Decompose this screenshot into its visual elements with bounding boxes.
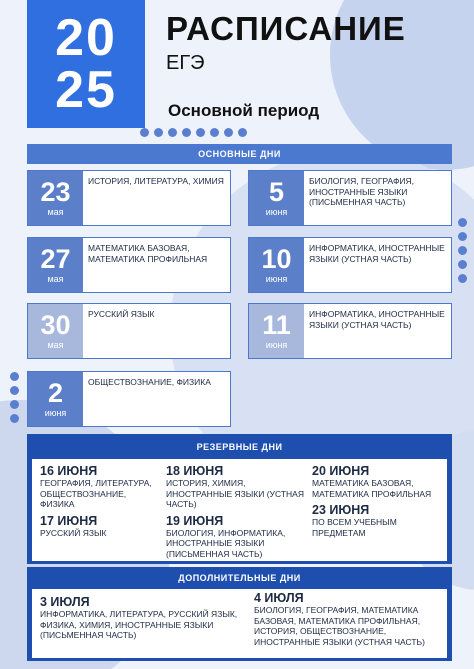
reserve-column [40, 464, 158, 542]
exam-card [27, 170, 231, 226]
exam-month: июня [265, 273, 288, 284]
exam-subjects: МАТЕМАТИКА БАЗОВАЯ, МАТЕМАТИКА ПРОФИЛЬНАЯ [88, 243, 208, 264]
reserve-date: 18 ИЮНЯ [166, 464, 224, 478]
year-line: 20 [55, 9, 117, 67]
date-box [249, 238, 304, 292]
date-box [249, 171, 304, 225]
exam-card [27, 371, 231, 427]
decor-dots [10, 372, 19, 423]
exam-subjects: ИСТОРИЯ, ЛИТЕРАТУРА, ХИМИЯ [88, 176, 224, 186]
additional-subjects: ИНФОРМАТИКА, ЛИТЕРАТУРА, РУССКИЙ ЯЗЫК, ФИЗИКА, ХИМИЯ, ИНОСТРАННЫЕ ЯЗЫКИ (ПИСЬМЕННАЯ ЧАСТЬ) [40, 609, 238, 640]
exam-month: мая [47, 273, 64, 284]
date-box [249, 304, 304, 358]
additional-date: 3 ИЮЛЯ [40, 595, 90, 609]
reserve-subjects: РУССКИЙ ЯЗЫК [40, 527, 107, 538]
decor-dots [458, 218, 467, 283]
exam-subjects: ИНФОРМАТИКА, ИНОСТРАННЫЕ ЯЗЫКИ (УСТНАЯ ЧАСТЬ) [309, 309, 445, 330]
exam-day: 30 [40, 309, 71, 340]
reserve-subjects: МАТЕМАТИКА БАЗОВАЯ, МАТЕМАТИКА ПРОФИЛЬНАЯ [312, 478, 432, 499]
reserve-date: 23 ИЮНЯ [312, 503, 370, 517]
reserve-date: 16 ИЮНЯ [40, 464, 98, 478]
additional-date: 4 ИЮЛЯ [254, 591, 304, 605]
main-days-heading: ОСНОВНЫЕ ДНИ [27, 144, 452, 164]
page-subtitle: ЕГЭ [166, 52, 205, 74]
reserve-subjects: БИОЛОГИЯ, ИНФОРМАТИКА, ИНОСТРАННЫЕ ЯЗЫКИ (ПИСЬМЕННАЯ ЧАСТЬ) [166, 527, 286, 559]
exam-month: мая [47, 339, 64, 350]
exam-subjects: ИНФОРМАТИКА, ИНОСТРАННЫЕ ЯЗЫКИ (УСТНАЯ ЧАСТЬ) [309, 243, 445, 264]
exam-subjects: БИОЛОГИЯ, ГЕОГРАФИЯ, ИНОСТРАННЫЕ ЯЗЫКИ (ПИСЬМЕННАЯ ЧАСТЬ) [309, 176, 415, 207]
date-box [28, 304, 83, 358]
additional-days-body [32, 589, 447, 658]
exam-card [27, 303, 231, 359]
additional-days-heading: ДОПОЛНИТЕЛЬНЫЕ ДНИ [178, 573, 301, 583]
exam-card [248, 170, 452, 226]
exam-card [248, 237, 452, 293]
reserve-subjects: ПО ВСЕМ УЧЕБНЫМ ПРЕДМЕТАМ [312, 517, 397, 538]
reserve-subjects: ИСТОРИЯ, ХИМИЯ, ИНОСТРАННЫЕ ЯЗЫКИ (УСТНАЯ ЧАСТЬ) [166, 478, 304, 509]
exam-day: 2 [47, 377, 64, 408]
date-box [28, 238, 83, 292]
exam-subjects: РУССКИЙ ЯЗЫК [88, 309, 155, 319]
decor-dots [140, 128, 247, 137]
reserve-days-body [32, 459, 447, 561]
reserve-subjects: ГЕОГРАФИЯ, ЛИТЕРАТУРА, ОБЩЕСТВОЗНАНИЕ, ФИЗИКА [40, 478, 152, 509]
additional-days-panel [27, 567, 452, 661]
year-block [27, 0, 145, 128]
exam-day: 23 [40, 176, 71, 207]
exam-day: 27 [40, 243, 71, 274]
reserve-date: 17 ИЮНЯ [40, 513, 98, 528]
date-box [28, 171, 83, 225]
reserve-date: 19 ИЮНЯ [166, 513, 224, 528]
exam-month: мая [47, 206, 64, 217]
exam-day: 11 [262, 309, 291, 340]
exam-month: июня [265, 206, 288, 217]
page-title: РАСПИСАНИЕ [166, 10, 406, 47]
date-box [28, 372, 83, 426]
reserve-days-panel [27, 434, 452, 564]
exam-month: июня [265, 339, 288, 350]
exam-card [27, 237, 231, 293]
reserve-date: 20 ИЮНЯ [312, 464, 370, 478]
exam-month: июня [44, 407, 67, 418]
additional-subjects: БИОЛОГИЯ, ГЕОГРАФИЯ, МАТЕМАТИКА БАЗОВАЯ, МАТЕМАТИКА ПРОФИЛЬНАЯ, ИСТОРИЯ, ОБЩЕСТВОЗНАНИЕ, ИНОСТРАННЫЕ ЯЗЫКИ (УСТНАЯ ЧАСТЬ) [254, 605, 425, 647]
reserve-column [166, 464, 306, 563]
exam-day: 5 [268, 176, 285, 207]
reserve-column [312, 464, 444, 542]
reserve-days-heading: РЕЗЕРВНЫЕ ДНИ [196, 442, 283, 452]
year-line: 25 [55, 61, 117, 119]
additional-column [40, 595, 240, 645]
period-heading: Основной период [168, 101, 320, 120]
exam-card [248, 303, 452, 359]
additional-column [254, 591, 444, 651]
exam-day: 10 [261, 243, 292, 274]
exam-subjects: ОБЩЕСТВОЗНАНИЕ, ФИЗИКА [88, 377, 211, 387]
